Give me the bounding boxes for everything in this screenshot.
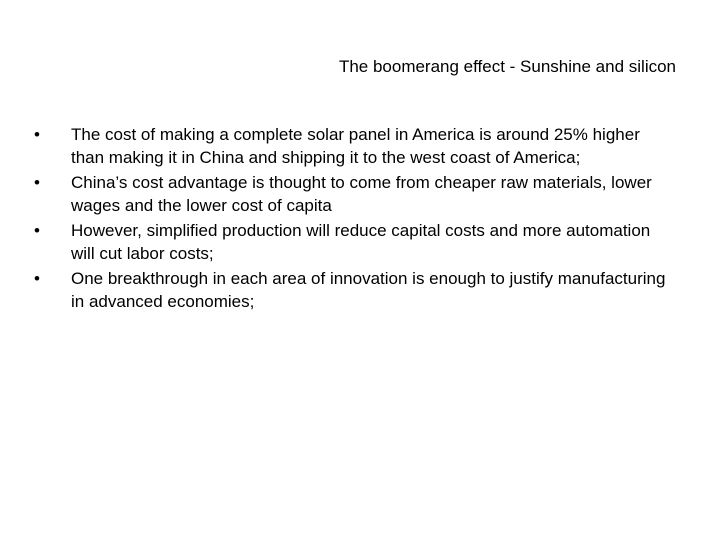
bullet-dot-icon: • [34, 125, 40, 144]
bullet-dot-icon: • [34, 221, 40, 240]
bullet-dot-icon: • [34, 269, 40, 288]
bullet-text: One breakthrough in each area of innovation is enough to justify manufacturing in advanced economies; [71, 269, 666, 311]
bullet-dot-icon: • [34, 173, 40, 192]
bullet-text: The cost of making a complete solar panel in America is around 25% higher than making it in China and shipping it to the west coast of America; [71, 125, 640, 167]
bullet-item [34, 171, 674, 217]
slide-title: The boomerang effect - Sunshine and silicon [338, 57, 676, 76]
bullet-list [34, 123, 674, 315]
bullet-text: However, simplified production will reduce capital costs and more automation will cut labor costs; [71, 221, 651, 263]
bullet-text: China’s cost advantage is thought to come from cheaper raw materials, lower wages and the lower cost of capita [71, 173, 652, 215]
bullet-item [34, 267, 674, 313]
bullet-item [34, 123, 674, 169]
bullet-item [34, 219, 674, 265]
